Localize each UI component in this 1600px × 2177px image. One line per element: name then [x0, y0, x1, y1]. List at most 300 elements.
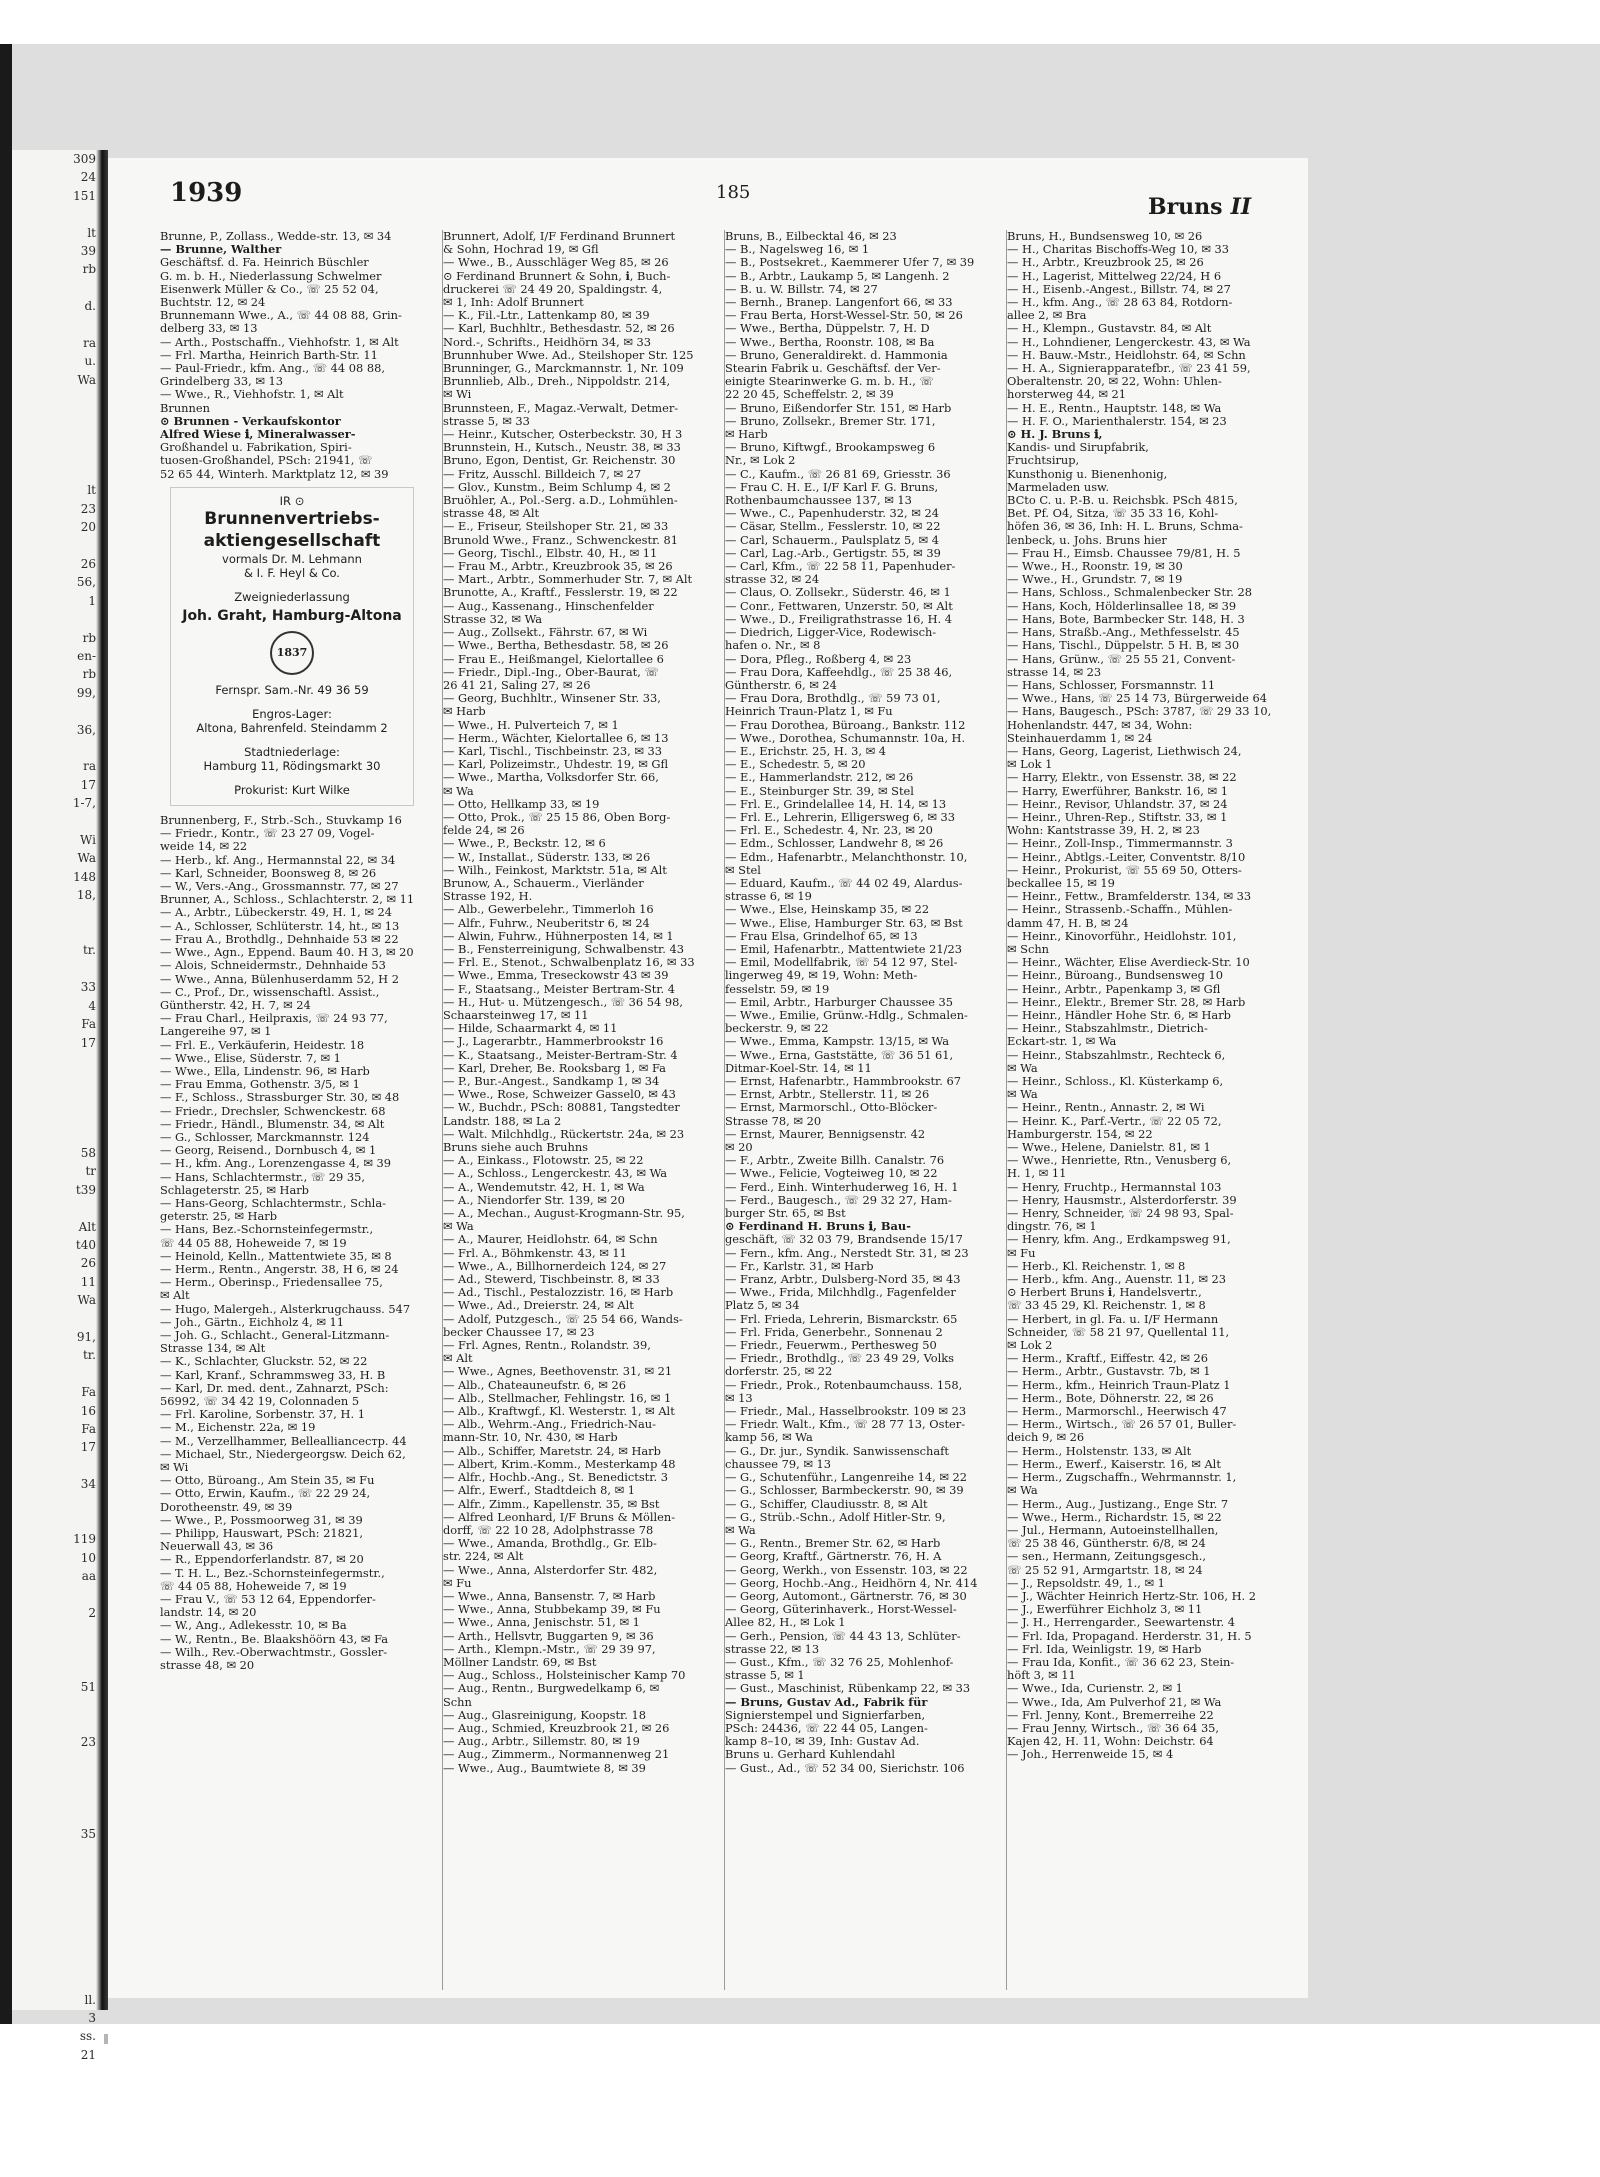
directory-entry: Brunow, A., Schauerm., Vierländer: [443, 875, 644, 890]
directory-entry: — Ferd., Einh. Winterhuderweg 16, H. 1: [725, 1179, 959, 1194]
directory-entry: — Frau Emma, Gothenstr. 3/5, ✉ 1: [160, 1077, 360, 1092]
directory-entry: ✉ Wi: [443, 387, 472, 402]
directory-entry: — Alb., Schiffer, Maretstr. 24, ✉ Harb: [443, 1443, 661, 1458]
page-header: [108, 158, 1308, 218]
directory-entry: — Fritz, Ausschl. Billdeich 7, ✉ 27: [443, 466, 642, 481]
directory-entry: — Alb., Stellmacher, Fehlingstr. 16, ✉ 1: [443, 1390, 672, 1405]
directory-entry: — Herm., Arbtr., Gustavstr. 7b, ✉ 1: [1007, 1364, 1211, 1379]
directory-entry: Brunnsteen, F., Magaz.-Verwalt, Detmer-: [443, 400, 679, 415]
directory-entry: — Gust., Kfm., ☏ 32 76 25, Mohlenhof-: [725, 1654, 954, 1669]
directory-entry: Brunnert, Adolf, I/F Ferdinand Brunnert: [443, 229, 676, 243]
directory-entry: — Herb., kf. Ang., Hermannstal 22, ✉ 34: [160, 852, 396, 867]
directory-entry: — Wwe., Emma, Treseckowstr 43 ✉ 39: [443, 968, 669, 983]
directory-entry: lenbeck, u. Johs. Bruns hier: [1007, 532, 1167, 547]
directory-entry: — G., Schlosser, Marckmannstr. 124: [160, 1129, 370, 1144]
directory-entry: — Alfr., Zimm., Kapellenstr. 35, ✉ Bst: [443, 1496, 660, 1511]
directory-entry: dorferstr. 25, ✉ 22: [725, 1364, 833, 1379]
directory-entry: — Paul-Friedr., kfm. Ang., ☏ 44 08 88,: [160, 361, 385, 376]
directory-entry: Brunnstein, H., Kutsch., Neustr. 38, ✉ 33: [443, 440, 681, 455]
directory-entry: — A., Schlosser, Schlüterstr. 14, ht., ✉ 13: [160, 918, 400, 933]
directory-entry: — Wwe., Ad., Dreierstr. 24, ✉ Alt: [443, 1298, 634, 1313]
directory-entry: — Carl, Lag.-Arb., Gertigstr. 55, ✉ 39: [725, 545, 941, 560]
directory-entry: — Hans, Georg, Lagerist, Liethwisch 24,: [1007, 743, 1242, 758]
directory-entry: — B., Fensterreinigung, Schwalbenstr. 43: [443, 941, 684, 956]
directory-entry: ☏ 25 52 91, Armgartstr. 18, ✉ 24: [1007, 1562, 1203, 1577]
directory-entry: 56992, ☏ 34 42 19, Colonnaden 5: [160, 1394, 360, 1408]
directory-entry: — Ernst, Marmorschl., Otto-Blöcker-: [725, 1100, 938, 1115]
directory-entry: druckerei ☏ 24 49 20, Spaldingstr. 4,: [443, 281, 663, 296]
directory-entry: — Herm., kfm., Heinrich Traun-Platz 1: [1007, 1377, 1231, 1392]
directory-entry: Ditmar-Koel-Str. 14, ✉ 11: [725, 1060, 872, 1075]
directory-entry: Güntherstr. 6, ✉ 24: [725, 677, 837, 692]
directory-entry: einigte Stearinwerke G. m. b. H., ☏: [725, 374, 934, 389]
directory-entry: — Otto, Erwin, Kaufm., ☏ 22 29 24,: [160, 1486, 371, 1501]
directory-page: [108, 158, 1308, 1998]
directory-entry: BCto C. u. P.-B. u. Reichsbk. PSch 4815,: [1007, 493, 1238, 508]
directory-entry: — Karl, Dr. med. dent., Zahnarzt, PSch:: [160, 1380, 389, 1395]
directory-entry: — Wwe., Agnes, Beethovenstr. 31, ✉ 21: [443, 1364, 673, 1379]
directory-entry: damm 47, H. B, ✉ 24: [1007, 915, 1129, 930]
directory-entry: — G., Strüb.-Schn., Adolf Hitler-Str. 9,: [725, 1509, 946, 1524]
scan-edge: [0, 44, 12, 2024]
directory-entry: — Frl. E., Lehrerin, Elligersweg 6, ✉ 33: [725, 809, 956, 824]
directory-entry: — Frau A., Brothdlg., Dehnhaide 53 ✉ 22: [160, 931, 399, 946]
directory-entry: strasse 48, ✉ 20: [160, 1658, 255, 1673]
directory-entry: — Mart., Arbtr., Sommerhuder Str. 7, ✉ Alt: [443, 572, 693, 587]
directory-entry: — Heinr., Stabszahlmstr., Rechteck 6,: [1007, 1047, 1226, 1062]
directory-entry: — Wwe., B., Ausschläger Weg 85, ✉ 26: [443, 255, 669, 270]
directory-entry: — Wwe., Felicie, Vogteiweg 10, ✉ 22: [725, 1166, 938, 1181]
ad-procurist: Prokurist: Kurt Wilke: [234, 783, 350, 798]
directory-entry: — Frl. Ida, Propagand. Herderstr. 31, H. 5: [1007, 1628, 1252, 1643]
advertisement-brunnenvertriebs: [170, 487, 414, 806]
directory-entry: Grindelberg 33, ✉ 13: [160, 374, 283, 389]
directory-entry: — Aug., Zimmerm., Normannenweg 21: [443, 1747, 670, 1762]
directory-entry: strasse 14, ✉ 23: [1007, 664, 1102, 679]
directory-entry: — Frau Elsa, Grindelhof 65, ✉ 13: [725, 928, 918, 943]
directory-entry: — Wwe., Ella, Lindenstr. 96, ✉ Harb: [160, 1063, 370, 1078]
directory-entry: — Aug., Kassenang., Hinschenfelder: [443, 598, 654, 613]
directory-entry: chaussee 79, ✉ 13: [725, 1456, 832, 1471]
directory-entry: Marmeladen usw.: [1007, 479, 1110, 494]
directory-entry: becker Chaussee 17, ✉ 23: [443, 1324, 595, 1339]
directory-entry: — Herbert, in gl. Fa. u. I/F Hermann: [1007, 1311, 1219, 1326]
directory-entry: — Wwe., Emilie, Grünw.-Hdlg., Schmalen-: [725, 1007, 968, 1022]
directory-entry: — Frau Berta, Horst-Wessel-Str. 50, ✉ 26: [725, 308, 963, 323]
directory-entry: — Otto, Prok., ☏ 25 15 86, Oben Borg-: [443, 809, 671, 824]
directory-entry: — H., kfm. Ang., Lorenzengasse 4, ✉ 39: [160, 1156, 391, 1171]
directory-entry: — Heinr., Zoll-Insp., Timmermannstr. 3: [1007, 836, 1233, 851]
directory-entry: — A., Wendemutstr. 42, H. 1, ✉ Wa: [443, 1179, 645, 1194]
directory-entry: ☏ 33 45 29, Kl. Reichenstr. 1, ✉ 8: [1007, 1298, 1206, 1313]
directory-entry: beckerstr. 9, ✉ 22: [725, 1021, 829, 1036]
directory-entry: — Hugo, Malergeh., Alsterkrugchauss. 547: [160, 1301, 411, 1316]
directory-entry: — Frl. Frida, Generbehr., Sonnenau 2: [725, 1324, 943, 1339]
directory-entry: — Walt. Milchhdlg., Rückertstr. 24a, ✉ 23: [443, 1126, 685, 1141]
directory-entry: — Frl. E., Schedestr. 4, Nr. 23, ✉ 20: [725, 823, 933, 838]
directory-entry: — Frau Dora, Brothdlg., ☏ 59 73 01,: [725, 691, 941, 706]
directory-entry: ✉ Wi: [160, 1460, 189, 1475]
directory-entry: — Wwe., Elise, Süderstr. 7, ✉ 1: [160, 1050, 341, 1065]
directory-entry: — Frau Jenny, Wirtsch., ☏ 36 64 35,: [1007, 1720, 1220, 1735]
directory-entry: — Alfr., Hochb.-Ang., St. Benedictstr. 3: [443, 1470, 668, 1485]
directory-entry: Neuerwall 43, ✉ 36: [160, 1539, 274, 1554]
directory-entry: — Wwe., Bertha, Düppelstr. 7, H. D: [725, 321, 930, 336]
directory-entry: Rothenbaumchaussee 137, ✉ 13: [725, 493, 912, 508]
directory-entry: — Emil, Hafenarbtr., Mattentwiete 21/23: [725, 941, 962, 956]
directory-entry: str. 224, ✉ Alt: [443, 1549, 524, 1564]
directory-entry: Signierstempel und Signierfarben,: [725, 1707, 926, 1722]
directory-entry: — Alwin, Fuhrw., Hühnerposten 14, ✉ 1: [443, 928, 674, 943]
ad-warehouse-label: Engros-Lager:: [252, 707, 332, 722]
directory-entry: — Conr., Fettwaren, Unzerstr. 50, ✉ Alt: [725, 598, 953, 613]
directory-entry: — Wwe., Bertha, Roonstr. 108, ✉ Ba: [725, 334, 935, 349]
directory-entry: — E., Hammerlandstr. 212, ✉ 26: [725, 770, 914, 785]
column-4: [1006, 230, 1275, 1990]
directory-entry: ⊙ Brunnen - Verkaufskontor: [160, 413, 341, 428]
directory-entry: — Herm., Wächter, Kielortallee 6, ✉ 13: [443, 730, 669, 745]
directory-entry: — W., Buchdr., PSch: 80881, Tangstedter: [443, 1100, 680, 1115]
directory-entry: — Alfr., Ewerf., Stadtdeich 8, ✉ 1: [443, 1483, 636, 1498]
directory-entry: Strasse 134, ✉ Alt: [160, 1341, 266, 1356]
directory-entry: — Wwe., Erna, Gaststätte, ☏ 36 51 61,: [725, 1047, 954, 1062]
directory-entry: Brunold Wwe., Franz., Schwenckestr. 81: [443, 532, 679, 547]
directory-entry: — H. Bauw.-Mstr., Heidlohstr. 64, ✉ Schn: [1007, 347, 1246, 362]
directory-entry: geschäft, ☏ 32 03 79, Brandsende 15/17: [725, 1232, 963, 1247]
directory-entry: — Wwe., H., Grundstr. 7, ✉ 19: [1007, 572, 1183, 587]
directory-entry: weide 14, ✉ 22: [160, 839, 248, 854]
directory-entry: — Heinr., Stabszahlmstr., Dietrich-: [1007, 1021, 1208, 1036]
directory-entry: — M., Eichenstr. 22a, ✉ 19: [160, 1420, 316, 1435]
directory-entry: Wohn: Kantstrasse 39, H. 2, ✉ 23: [1007, 823, 1200, 838]
directory-entry: — K., Fil.-Ltr., Lattenkamp 80, ✉ 39: [443, 308, 650, 323]
directory-entry: — Wwe., Emma, Kampstr. 13/15, ✉ Wa: [725, 1034, 950, 1049]
directory-entry: strasse 5, ✉ 33: [443, 413, 530, 428]
directory-entry: — Georg, Kraftf., Gärtnerstr. 76, H. A: [725, 1549, 942, 1564]
directory-entry: — Wwe., Rose, Schweizer Gassel0, ✉ 43: [443, 1087, 676, 1102]
directory-entry: — Herm., Kraftf., Eiffestr. 42, ✉ 26: [1007, 1351, 1209, 1366]
directory-entry: — H. F. O., Marienthalerstr. 154, ✉ 23: [1007, 413, 1227, 428]
directory-entry: — Edm., Hafenarbtr., Melanchthonstr. 10,: [725, 849, 968, 864]
directory-entry: — G., Schutenführ., Langenreihe 14, ✉ 22: [725, 1470, 967, 1485]
directory-entry: strasse 32, ✉ 24: [725, 572, 820, 587]
directory-entry: — Frl. E., Stenot., Schwalbenplatz 16, ✉ 33: [443, 955, 695, 970]
directory-entry: Brunnenberg, F., Strb.-Sch., Stuvkamp 16: [160, 813, 402, 828]
directory-entry: — Herm., Bote, Döhnerstr. 22, ✉ 26: [1007, 1390, 1214, 1405]
ad-city-warehouse-label: Stadtniederlage:: [244, 745, 340, 760]
directory-entry: Strasse 192, H.: [443, 889, 533, 904]
directory-entry: — Fr., Karlstr. 31, ✉ Harb: [725, 1258, 874, 1273]
directory-entry: 22 20 45, Scheffelstr. 2, ✉ 39: [725, 387, 894, 402]
directory-entry: — Bruno, Kiftwgf., Brookampsweg 6: [725, 440, 936, 455]
directory-entry: — C., Kaufm., ☏ 26 81 69, Griesstr. 36: [725, 466, 951, 481]
directory-entry: horsterweg 44, ✉ 21: [1007, 387, 1127, 402]
directory-entry: delberg 33, ✉ 13: [160, 321, 258, 336]
directory-entry: — Heinr., Arbtr., Papenkamp 3, ✉ Gfl: [1007, 981, 1221, 996]
directory-entry: — G., Schiffer, Claudiusstr. 8, ✉ Alt: [725, 1496, 928, 1511]
ad-seal-icon: 1837: [270, 631, 314, 675]
directory-entry: — Otto, Hellkamp 33, ✉ 19: [443, 796, 600, 811]
directory-entry: — Herm., Wirtsch., ☏ 26 57 01, Buller-: [1007, 1417, 1237, 1432]
directory-entry: Bruns siehe auch Bruhns: [443, 1140, 589, 1155]
directory-entry: — P., Bur.-Angest., Sandkamp 1, ✉ 34: [443, 1074, 660, 1088]
directory-entry: — Wwe., Hans, ☏ 25 14 73, Bürgerweide 64: [1007, 691, 1267, 706]
running-title-volume: II: [1230, 194, 1252, 220]
directory-entry: — Frau H., Eimsb. Chaussee 79/81, H. 5: [1007, 545, 1241, 560]
directory-entry: — A., Einkass., Flotowstr. 25, ✉ 22: [443, 1153, 644, 1168]
directory-entry: — Bruno, Zollsekr., Bremer Str. 171,: [725, 413, 936, 428]
directory-entry: Stearin Fabrik u. Geschäftsf. der Ver-: [725, 361, 941, 376]
directory-entry: — Claus, O. Zollsekr., Süderstr. 46, ✉ 1: [725, 585, 951, 600]
directory-entry: — H., Arbtr., Kreuzbrook 25, ✉ 26: [1007, 255, 1204, 270]
directory-entry: deich 9, ✉ 26: [1007, 1430, 1085, 1445]
directory-entry: ⊙ Herbert Bruns ℹ, Handelsvertr.,: [1007, 1285, 1202, 1300]
directory-entry: — Aug., Glasreinigung, Koopstr. 18: [443, 1707, 646, 1722]
directory-entry: — Friedr., Kontr., ☏ 23 27 09, Vogel-: [160, 826, 375, 841]
directory-entry: — J., Wächter Heinrich Hertz-Str. 106, H. 2: [1007, 1588, 1257, 1603]
directory-entry: — Edm., Schlosser, Landwehr 8, ✉ 26: [725, 836, 944, 851]
ad-branch-label: Zweigniederlassung: [234, 589, 350, 604]
directory-entry: — K., Staatsang., Meister-Bertram-Str. 4: [443, 1047, 678, 1062]
directory-entry: — Aug., Schmied, Kreuzbrook 21, ✉ 26: [443, 1720, 670, 1735]
directory-entry: ✉ Wa: [443, 1219, 474, 1234]
directory-entry: — Georg, Güterinhaverk., Horst-Wessel-: [725, 1602, 957, 1617]
directory-entry: — Frau C. H. E., I/F Karl F. G. Bruns,: [725, 479, 939, 494]
directory-entry: ✉ Lok 1: [1007, 757, 1053, 772]
column-1-entries-continued: [160, 814, 428, 1672]
directory-entry: ⊙ Ferdinand H. Bruns ℹ, Bau-: [725, 1219, 911, 1234]
directory-entry: — Friedr. Walt., Kfm., ☏ 28 77 13, Oster-: [725, 1417, 966, 1432]
directory-entry: strasse 22, ✉ 13: [725, 1641, 820, 1656]
directory-entry: — J., Ewerführer Eichholz 3, ✉ 11: [1007, 1602, 1203, 1617]
scan-mark: [104, 2034, 108, 2044]
directory-entry: ✉ Alt: [443, 1351, 473, 1366]
directory-entry: — Herm., Rentn., Angerstr. 38, H 6, ✉ 24: [160, 1261, 399, 1276]
directory-entry: Großhandel u. Fabrikation, Spiri-: [160, 440, 352, 455]
column-2: [442, 230, 711, 1990]
directory-entry: allee 2, ✉ Bra: [1007, 308, 1087, 323]
directory-entry: Heinrich Traun-Platz 1, ✉ Fu: [725, 704, 893, 719]
directory-entry: Brunnlieb, Alb., Dreh., Nippoldstr. 214,: [443, 374, 671, 389]
directory-entry: ⊙ H. J. Bruns ℹ,: [1007, 427, 1103, 442]
directory-entry: kamp 8–10, ✉ 39, Inh: Gustav Ad.: [725, 1734, 920, 1749]
directory-entry: — H., Charitas Bischoffs-Weg 10, ✉ 33: [1007, 242, 1229, 257]
previous-page-text: 309 24 151 lt 39 rb d. ra u. Wa lt 23 20 26 56, 1 rb en- rb 99, 36, ra 17 1-7, Wi Wa 148 18, tr. 33 4 Fa 17 58 tr t39 Alt t40 26 11 Wa 91, tr. Fa 16 Fa 17 34 119 10 aa 2 51 23 35 ll. 3 ss. 21: [72, 152, 96, 2062]
directory-entry: — W., Rentn., Be. Blaakshöörn 43, ✉ Fa: [160, 1631, 388, 1646]
directory-entry: — Alb., Gewerbelehr., Timmerloh 16: [443, 902, 654, 917]
directory-entry: Nr., ✉ Lok 2: [725, 453, 796, 468]
directory-entry: Bruns, B., Eilbecktal 46, ✉ 23: [725, 229, 897, 243]
directory-entry: Buchtstr. 12, ✉ 24: [160, 295, 266, 310]
directory-entry: — Georg, Tischl., Elbstr. 40, H., ✉ 11: [443, 545, 658, 560]
directory-entry: — Aug., Schloss., Holsteinischer Kamp 70: [443, 1668, 686, 1683]
directory-entry: Möllner Landstr. 69, ✉ Bst: [443, 1654, 597, 1669]
directory-entry: — Frau Ida, Konfit., ☏ 36 62 23, Stein-: [1007, 1654, 1235, 1669]
directory-entry: — Heinr., Elektr., Bremer Str. 28, ✉ Harb: [1007, 994, 1246, 1009]
directory-entry: — A., Arbtr., Lübeckerstr. 49, H. 1, ✉ 24: [160, 905, 393, 920]
directory-entry: — Wilh., Rev.-Oberwachtmstr., Gossler-: [160, 1644, 388, 1659]
ad-title-1: Brunnenvertriebs-: [204, 508, 380, 529]
directory-entry: — Alb., Wehrm.-Ang., Friedrich-Nau-: [443, 1417, 656, 1432]
directory-entry: — Gust., Ad., ☏ 52 34 00, Sierichstr. 106: [725, 1760, 965, 1775]
directory-entry: ✉ 20: [725, 1140, 753, 1155]
directory-entry: 26 41 21, Saling 27, ✉ 26: [443, 677, 591, 692]
directory-entry: ☏ 44 05 88, Hoheweide 7, ✉ 19: [160, 1235, 347, 1250]
directory-entry: — Ad., Tischl., Pestalozzistr. 16, ✉ Harb: [443, 1285, 674, 1300]
directory-entry: — Wwe., H. Pulverteich 7, ✉ 1: [443, 717, 619, 732]
directory-entry: — W., Vers.-Ang., Grossmannstr. 77, ✉ 27: [160, 879, 399, 894]
directory-entry: — Wwe., C., Papenhuderstr. 32, ✉ 24: [725, 506, 939, 521]
directory-entry: Oberaltenstr. 20, ✉ 22, Wohn: Uhlen-: [1007, 374, 1222, 389]
column-1-entries: [160, 230, 428, 481]
directory-entry: ✉ 1, Inh: Adolf Brunnert: [443, 295, 584, 310]
previous-page-fragment: [12, 150, 104, 2062]
directory-entry: — Hans, Schlachtermstr., ☏ 29 35,: [160, 1169, 365, 1184]
directory-entry: — G., Schlosser, Barmbeckerstr. 90, ✉ 39: [725, 1483, 964, 1498]
directory-entry: — E., Erichstr. 25, H. 3, ✉ 4: [725, 743, 886, 758]
directory-entry: — Wwe., Helene, Danielstr. 81, ✉ 1: [1007, 1140, 1211, 1155]
directory-entry: — Joh., Herrenweide 15, ✉ 4: [1007, 1747, 1174, 1762]
directory-entry: ☏ 44 05 88, Hoheweide 7, ✉ 19: [160, 1578, 347, 1593]
directory-entry: — Frl. Ida, Weinligstr. 19, ✉ Harb: [1007, 1641, 1202, 1656]
directory-entry: — Eduard, Kaufm., ☏ 44 02 49, Alardus-: [725, 875, 963, 890]
directory-entry: — J. H., Herrengarder., Seewartenstr. 4: [1007, 1615, 1236, 1630]
directory-entry: Kunsthonig u. Bienenhonig,: [1007, 466, 1168, 481]
directory-entry: felde 24, ✉ 26: [443, 823, 525, 838]
directory-entry: — Bruno, Eißendorfer Str. 151, ✉ Harb: [725, 400, 952, 415]
directory-entry: — H., Lagerist, Mittelweg 22/24, H 6: [1007, 268, 1222, 283]
directory-entry: — Frau Dorothea, Büroang., Bankstr. 112: [725, 717, 966, 732]
directory-entry: — Frl. E., Verkäuferin, Heidestr. 18: [160, 1037, 365, 1052]
directory-entry: — Wwe., Anna, Bansenstr. 7, ✉ Harb: [443, 1588, 656, 1603]
directory-entry: — H. A., Signierapparatefbr., ☏ 23 41 59,: [1007, 361, 1251, 376]
directory-entry: — Glov., Kunstm., Beim Schlump 4, ✉ 2: [443, 479, 671, 494]
directory-entry: — Hans, Grünw., ☏ 25 55 21, Convent-: [1007, 651, 1236, 666]
directory-entry: — Wwe., Anna, Alsterdorfer Str. 482,: [443, 1562, 658, 1577]
directory-entry: — Wwe., Anna, Jenischstr. 51, ✉ 1: [443, 1615, 640, 1630]
directory-entry: — Wwe., Frida, Milchhdlg., Fagenfelder: [725, 1285, 956, 1300]
directory-entry: ☏ 25 38 46, Güntherstr. 6/8, ✉ 24: [1007, 1536, 1206, 1551]
directory-entry: Fruchtsirup,: [1007, 453, 1080, 468]
directory-entry: tuosen-Großhandel, PSch: 21941, ☏: [160, 453, 373, 468]
directory-entry: — Heinr., Händler Hohe Str. 6, ✉ Harb: [1007, 1007, 1231, 1022]
directory-entry: — Arth., Postschaffn., Viehhofstr. 1, ✉ Alt: [160, 334, 399, 349]
directory-entry: — Heinr., Revisor, Uhlandstr. 37, ✉ 24: [1007, 796, 1228, 811]
directory-entry: — Karl, Buchhltr., Bethesdastr. 52, ✉ 26: [443, 321, 675, 336]
directory-entry: strasse 48, ✉ Alt: [443, 506, 540, 521]
ad-city-warehouse-address: Hamburg 11, Rödingsmarkt 30: [203, 759, 381, 774]
directory-entry: — Otto, Büroang., Am Stein 35, ✉ Fu: [160, 1473, 375, 1488]
directory-entry: Kajen 42, H. 11, Wohn: Deichstr. 64: [1007, 1734, 1214, 1749]
ad-mark: IR ⊙: [279, 493, 305, 508]
directory-entry: — Henry, Fruchtp., Hermannstal 103: [1007, 1179, 1222, 1194]
directory-entry: — Arth., Klempn.-Mstr., ☏ 29 39 97,: [443, 1641, 656, 1656]
directory-entry: — Heinr., Fettw., Bramfelderstr. 134, ✉ 33: [1007, 889, 1252, 904]
directory-entry: — Frau V., ☏ 53 12 64, Eppendorfer-: [160, 1592, 376, 1607]
page-number: 185: [716, 182, 751, 203]
directory-entry: ✉ Wa: [1007, 1060, 1038, 1075]
directory-entry: Brunne, P., Zollass., Wedde-str. 13, ✉ 34: [160, 229, 392, 243]
directory-entry: strasse 5, ✉ 1: [725, 1668, 805, 1683]
directory-entry: Schn: [443, 1694, 472, 1709]
directory-entry: — J., Lagerarbtr., Hammerbrookstr 16: [443, 1034, 664, 1049]
directory-entry: — Frl. Martha, Heinrich Barth-Str. 11: [160, 347, 378, 362]
directory-entry: — F., Arbtr., Zweite Billh. Canalstr. 76: [725, 1153, 945, 1168]
directory-entry: Brunnemann Wwe., A., ☏ 44 08 88, Grin-: [160, 308, 402, 323]
directory-entry: — Frl. Jenny, Kont., Bremerreihe 22: [1007, 1707, 1214, 1722]
directory-entry: — Hans, Schlosser, Forsmannstr. 11: [1007, 677, 1216, 692]
directory-entry: — Friedr., Mal., Hasselbrookstr. 109 ✉ 23: [725, 1404, 967, 1419]
directory-entry: — Hans, Koch, Hölderlinsallee 18, ✉ 39: [1007, 598, 1237, 613]
directory-entry: — Ernst, Hafenarbtr., Hammbrookstr. 67: [725, 1074, 961, 1088]
directory-entry: — Karl, Dreher, Be. Rooksbarg 1, ✉ Fa: [443, 1060, 666, 1075]
directory-entry: — Alb., Chateauneufstr. 6, ✉ 26: [443, 1377, 626, 1392]
directory-entry: dingstr. 76, ✉ 1: [1007, 1219, 1097, 1234]
directory-entry: Bruöhler, A., Pol.-Serg. a.D., Lohmühlen-: [443, 493, 678, 508]
directory-entry: Allee 82, H., ✉ Lok 1: [725, 1615, 846, 1630]
directory-entry: Langereihe 97, ✉ 1: [160, 1024, 272, 1039]
directory-entry: Schaarsteinweg 17, ✉ 11: [443, 1007, 589, 1022]
directory-entry: Steinhauerdamm 1, ✉ 24: [1007, 730, 1153, 745]
directory-entry: — Georg, Reisend., Dornbusch 4, ✉ 1: [160, 1143, 377, 1158]
directory-entry: landstr. 14, ✉ 20: [160, 1605, 257, 1620]
column-1: [160, 230, 428, 1990]
directory-entry: — sen., Hermann, Zeitungsgesch.,: [1007, 1549, 1206, 1564]
directory-entry: — Heinr., Schloss., Kl. Küsterkamp 6,: [1007, 1074, 1224, 1088]
directory-entry: — Wilh., Feinkost, Marktstr. 51a, ✉ Alt: [443, 862, 667, 877]
directory-entry: — E., Friseur, Steilshoper Str. 21, ✉ 33: [443, 519, 669, 534]
directory-entry: — H., kfm. Ang., ☏ 28 63 84, Rotdorn-: [1007, 295, 1233, 310]
directory-entry: — Carl, Kfm., ☏ 22 58 11, Papenhuder-: [725, 559, 956, 574]
directory-entry: — B., Arbtr., Laukamp 5, ✉ Langenh. 2: [725, 268, 950, 283]
directory-entry: — Dora, Pfleg., Roßberg 4, ✉ 23: [725, 651, 912, 666]
directory-entry: Schneider, ☏ 58 21 97, Quellental 11,: [1007, 1324, 1230, 1339]
directory-entry: ✉ Fu: [443, 1575, 472, 1590]
directory-entry: — Albert, Krim.-Komm., Mesterkamp 48: [443, 1456, 676, 1471]
directory-entry: — Heinr., Prokurist, ☏ 55 69 50, Otters-: [1007, 862, 1242, 877]
directory-entry: — W., Installat., Süderstr. 133, ✉ 26: [443, 849, 651, 864]
directory-entry: — Wwe., Anna, Bülenhuserdamm 52, H 2: [160, 971, 399, 986]
directory-entry: — Adolf, Putzgesch., ☏ 25 54 66, Wands-: [443, 1311, 683, 1326]
directory-entry: geterstr. 25, ✉ Harb: [160, 1209, 278, 1224]
directory-entry: — Heinr., Strassenb.-Schaffn., Mühlen-: [1007, 902, 1233, 917]
directory-entry: Hohenlandstr. 447, ✉ 34, Wohn:: [1007, 717, 1193, 732]
directory-entry: — Heinr., Abtlgs.-Leiter, Conventstr. 8/10: [1007, 849, 1246, 864]
directory-entry: — Hilde, Schaarmarkt 4, ✉ 11: [443, 1021, 618, 1036]
directory-entry: — Herm., Zugschaffn., Wehrmannstr. 1,: [1007, 1470, 1237, 1485]
directory-entry: — Wwe., Henriette, Rtn., Venusberg 6,: [1007, 1153, 1232, 1168]
directory-entry: — H., Hut- u. Mützengesch., ☏ 36 54 98,: [443, 994, 684, 1009]
directory-entry: — Georg, Automont., Gärtnerstr. 76, ✉ 30: [725, 1588, 967, 1603]
directory-entry: — Hans, Straßb.-Ang., Methfesselstr. 45: [1007, 625, 1240, 640]
directory-entry: — Gust., Maschinist, Rübenkamp 22, ✉ 33: [725, 1681, 971, 1696]
directory-entry: — Wwe., P., Beckstr. 12, ✉ 6: [443, 836, 606, 851]
directory-entry: — B. u. W. Billstr. 74, ✉ 27: [725, 281, 878, 296]
directory-entry: höft 3, ✉ 11: [1007, 1668, 1076, 1683]
directory-entry: — Alb., Kraftwgf., Kl. Westerstr. 1, ✉ Alt: [443, 1404, 675, 1419]
directory-entry: 52 65 44, Winterh. Marktplatz 12, ✉ 39: [160, 466, 389, 481]
directory-entry: — Aug., Rentn., Burgwedelkamp 6, ✉: [443, 1681, 660, 1696]
directory-entry: Bruns, H., Bundsensweg 10, ✉ 26: [1007, 229, 1203, 243]
running-title: [1148, 194, 1251, 220]
directory-entry: Hamburgerstr. 154, ✉ 22: [1007, 1126, 1153, 1141]
directory-entry: — Hans-Georg, Schlachtermstr., Schla-: [160, 1195, 386, 1210]
directory-entry: — Wwe., Dorothea, Schumannstr. 10a, H.: [725, 730, 966, 745]
directory-entry: — Frl. Karoline, Sorbenstr. 37, H. 1: [160, 1407, 365, 1422]
directory-entry: strasse 6, ✉ 19: [725, 889, 812, 904]
directory-entry: — Frau E., Heißmangel, Kielortallee 6: [443, 651, 664, 666]
directory-entry: — Cäsar, Stellm., Fesslerstr. 10, ✉ 22: [725, 519, 941, 534]
